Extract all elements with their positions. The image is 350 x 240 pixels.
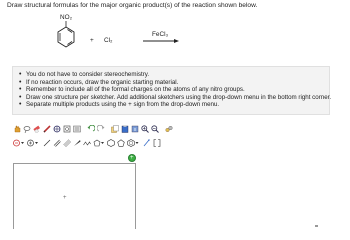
- ring-dropdown-icon[interactable]: [93, 139, 105, 147]
- zoom-out-icon[interactable]: [151, 125, 159, 133]
- nitro-group-label: NO₂: [60, 14, 73, 21]
- benzene-ring-structure: [0, 10, 350, 66]
- toolbar-row-2: [13, 139, 213, 148]
- catalyst-label: FeCl₃: [152, 31, 169, 38]
- template-icon[interactable]: [63, 125, 71, 133]
- clean-icon[interactable]: [73, 125, 81, 133]
- question-text: Draw structural formulas for the major organic product(s) of the reaction shown below.: [7, 2, 258, 9]
- copy-icon[interactable]: [111, 125, 119, 133]
- instructions-panel: [12, 66, 330, 115]
- hand-icon[interactable]: [13, 125, 21, 133]
- paste-icon[interactable]: [121, 125, 129, 133]
- plus-sign: +: [90, 37, 94, 44]
- zoom-fit-icon[interactable]: [53, 125, 61, 133]
- wedge-bond-icon[interactable]: [73, 139, 81, 147]
- instruction-item: • If no reaction occurs, draw the organic starting material.: [19, 79, 329, 87]
- undo-icon[interactable]: [87, 125, 95, 133]
- toolbar-row-1: [13, 125, 193, 134]
- bracket-icon[interactable]: [153, 139, 161, 147]
- double-bond-icon[interactable]: [53, 139, 61, 147]
- instruction-item: • Draw one structure per sketcher. Add additional sketchers using the drop-down menu in the bottom right corner.: [19, 94, 329, 102]
- benzene-icon[interactable]: [127, 139, 139, 147]
- cyclopentane-icon[interactable]: [117, 139, 125, 147]
- scrollbar-indicator[interactable]: [315, 225, 318, 227]
- instruction-item: • You do not have to consider stereochemistry.: [19, 71, 329, 79]
- pencil-icon[interactable]: [43, 125, 51, 133]
- canvas-center-marker: +: [63, 195, 67, 201]
- instruction-item: • Separate multiple products using the + sign from the drop-down menu.: [19, 101, 329, 109]
- eraser-icon[interactable]: [33, 125, 41, 133]
- add-sketcher-button[interactable]: [128, 154, 136, 162]
- info-icon[interactable]: [131, 125, 139, 133]
- instruction-item: • Remember to include all of the formal charges on the atoms of any nitro groups.: [19, 86, 329, 94]
- chain-icon[interactable]: [83, 139, 91, 147]
- reaction-scheme: [0, 10, 350, 66]
- redo-icon[interactable]: [97, 125, 105, 133]
- text-icon[interactable]: [143, 139, 151, 147]
- single-bond-icon[interactable]: [43, 139, 51, 147]
- lasso-icon[interactable]: [23, 125, 31, 133]
- zoom-in-icon[interactable]: [141, 125, 149, 133]
- atom-map-icon[interactable]: [165, 125, 173, 133]
- triple-bond-icon[interactable]: [63, 139, 71, 147]
- reagent-label: Cl₂: [104, 37, 113, 44]
- charge-dropdown-icon[interactable]: [13, 139, 25, 147]
- sketcher-canvas[interactable]: [13, 163, 136, 229]
- add-atom-dropdown-icon[interactable]: [27, 139, 39, 147]
- cyclohexane-icon[interactable]: [107, 139, 115, 147]
- add-sketcher-label: +: [130, 155, 134, 161]
